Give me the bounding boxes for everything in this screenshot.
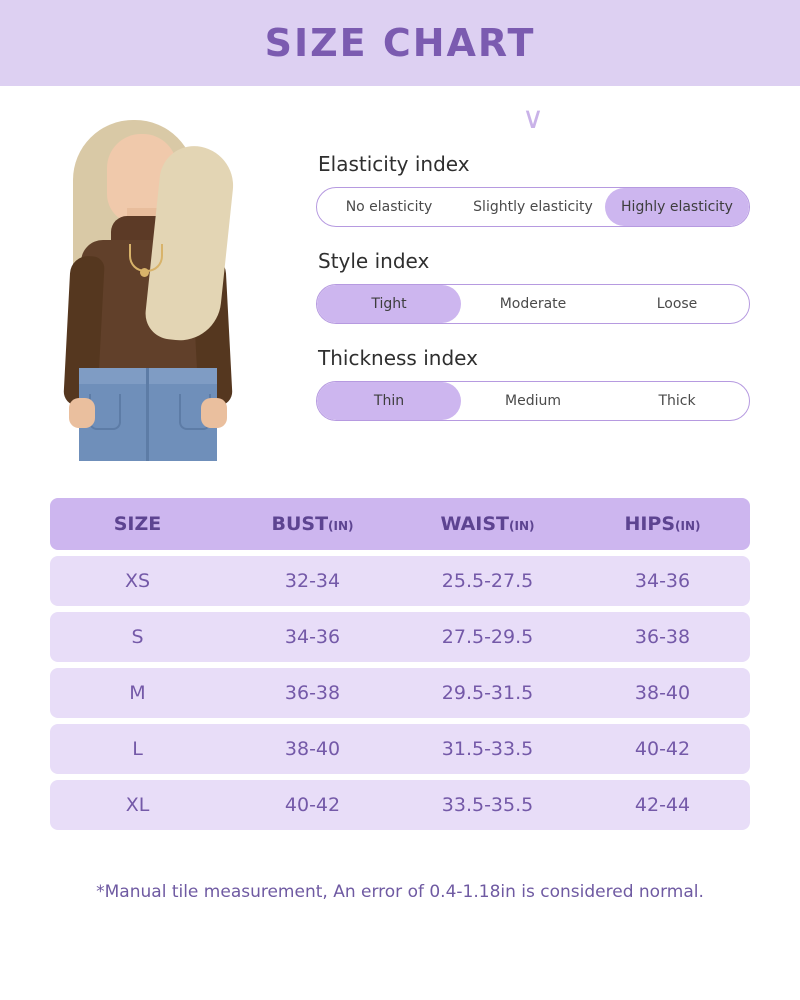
cell-waist: 27.5-29.5 bbox=[400, 612, 575, 662]
elasticity-index-block bbox=[316, 152, 750, 227]
thickness-index-options bbox=[316, 381, 750, 421]
table-header bbox=[50, 498, 750, 550]
cell-size: XS bbox=[50, 556, 225, 606]
cell-waist: 33.5-35.5 bbox=[400, 780, 575, 830]
elasticity-index-options bbox=[316, 187, 750, 227]
measurement-table bbox=[50, 492, 750, 836]
cell-size: L bbox=[50, 724, 225, 774]
cell-size: S bbox=[50, 612, 225, 662]
column-header-size bbox=[50, 498, 225, 550]
cell-hips: 38-40 bbox=[575, 668, 750, 718]
page-header bbox=[0, 0, 800, 86]
column-header-bust-unit: (IN) bbox=[328, 519, 354, 533]
elasticity-option-slightly[interactable]: Slightly elasticity bbox=[473, 199, 593, 215]
cell-bust: 40-42 bbox=[225, 780, 400, 830]
column-header-bust-label: BUST bbox=[271, 513, 329, 535]
style-index-title: Style index bbox=[318, 249, 430, 273]
column-header-hips-label: HIPS bbox=[624, 513, 676, 535]
table-row bbox=[50, 556, 750, 606]
cell-waist: 25.5-27.5 bbox=[400, 556, 575, 606]
cell-hips: 42-44 bbox=[575, 780, 750, 830]
column-header-bust bbox=[225, 498, 400, 550]
table-row bbox=[50, 780, 750, 830]
column-header-size-label: SIZE bbox=[113, 513, 162, 535]
cell-hips: 34-36 bbox=[575, 556, 750, 606]
table-row bbox=[50, 668, 750, 718]
model-column bbox=[0, 86, 300, 486]
cell-bust: 34-36 bbox=[225, 612, 400, 662]
column-header-hips bbox=[575, 498, 750, 550]
model-photo bbox=[45, 116, 255, 461]
elasticity-option-highly[interactable]: Highly elasticity bbox=[605, 188, 749, 226]
cell-bust: 38-40 bbox=[225, 724, 400, 774]
page-title: SIZE CHART bbox=[264, 21, 536, 65]
thickness-option-thick[interactable]: Thick bbox=[658, 393, 696, 409]
elasticity-option-no[interactable]: No elasticity bbox=[345, 199, 433, 215]
top-section bbox=[0, 86, 800, 486]
chevron-down-icon-wrap bbox=[316, 101, 750, 136]
column-header-waist-label: WAIST bbox=[440, 513, 510, 535]
cell-waist: 29.5-31.5 bbox=[400, 668, 575, 718]
thickness-index-block bbox=[316, 346, 750, 421]
style-option-moderate[interactable]: Moderate bbox=[499, 296, 567, 312]
cell-bust: 36-38 bbox=[225, 668, 400, 718]
style-index-block bbox=[316, 249, 750, 324]
thickness-option-thin[interactable]: Thin bbox=[317, 382, 461, 420]
measurement-footnote: *Manual tile measurement, An error of 0.4-1.18in is considered normal. bbox=[96, 882, 704, 902]
cell-size: M bbox=[50, 668, 225, 718]
cell-hips: 40-42 bbox=[575, 724, 750, 774]
table-body bbox=[50, 556, 750, 830]
elasticity-index-title: Elasticity index bbox=[318, 152, 470, 176]
column-header-hips-unit: (IN) bbox=[675, 519, 701, 533]
style-index-options bbox=[316, 284, 750, 324]
column-header-waist bbox=[400, 498, 575, 550]
column-header-waist-unit: (IN) bbox=[509, 519, 535, 533]
thickness-index-title: Thickness index bbox=[318, 346, 478, 370]
index-column bbox=[300, 86, 800, 486]
cell-bust: 32-34 bbox=[225, 556, 400, 606]
thickness-option-medium[interactable]: Medium bbox=[505, 393, 561, 409]
table-row bbox=[50, 724, 750, 774]
table-header-row bbox=[50, 498, 750, 550]
chevron-down-icon: ∨ bbox=[522, 101, 544, 136]
cell-hips: 36-38 bbox=[575, 612, 750, 662]
style-option-tight[interactable]: Tight bbox=[317, 285, 461, 323]
table-row bbox=[50, 612, 750, 662]
measurement-table-wrap bbox=[0, 492, 800, 836]
style-option-loose[interactable]: Loose bbox=[656, 296, 698, 312]
cell-waist: 31.5-33.5 bbox=[400, 724, 575, 774]
cell-size: XL bbox=[50, 780, 225, 830]
